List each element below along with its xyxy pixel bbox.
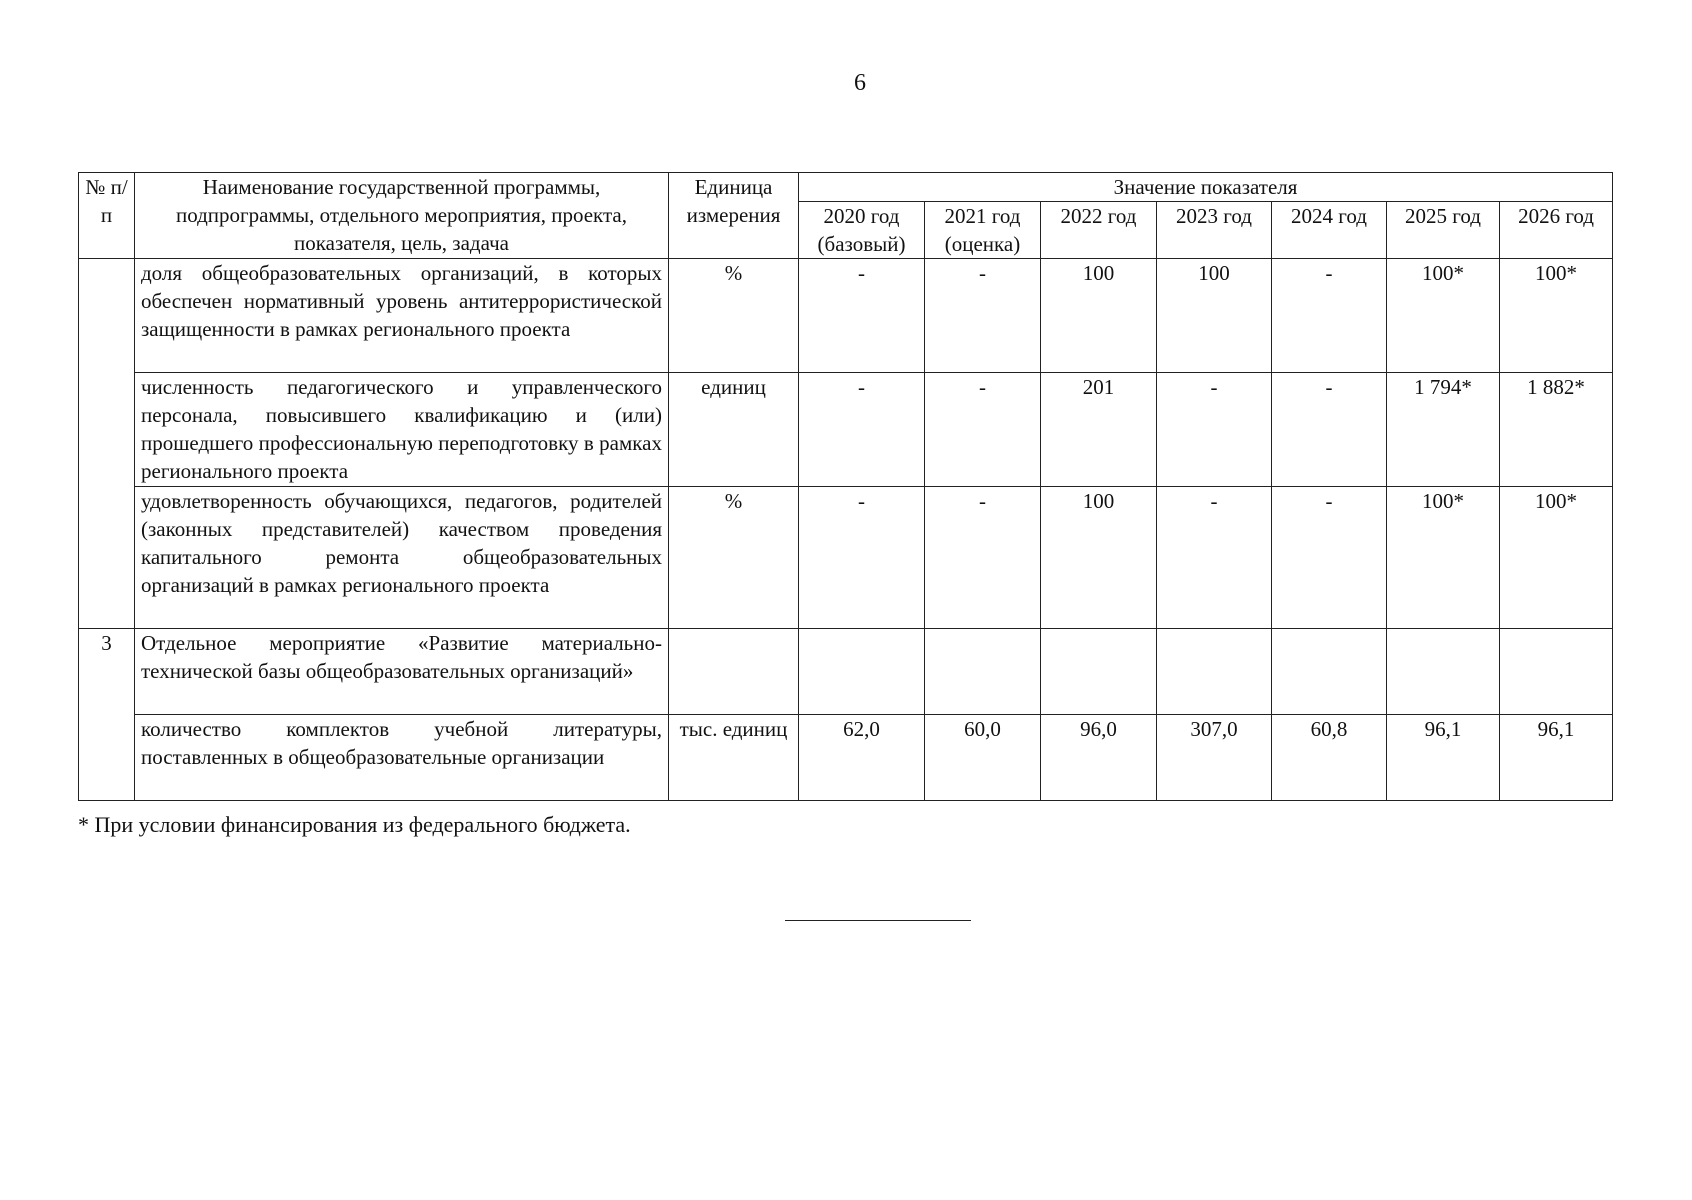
header-num: № п/п bbox=[79, 173, 135, 259]
row-value bbox=[1500, 629, 1613, 715]
header-unit: Единица измерения bbox=[669, 173, 799, 259]
row-value: 96,1 bbox=[1387, 715, 1500, 801]
row-value: - bbox=[1272, 259, 1387, 373]
row-unit: % bbox=[669, 487, 799, 629]
row-name: Отдельное мероприятие «Развитие материально-технической базы общеобразовательных организаций» bbox=[135, 629, 669, 715]
row-value: - bbox=[799, 373, 925, 487]
row-value bbox=[1041, 629, 1157, 715]
header-year: 2024 год bbox=[1272, 202, 1387, 259]
table-row bbox=[79, 373, 1613, 487]
header-year: 2022 год bbox=[1041, 202, 1157, 259]
row-value: 100* bbox=[1387, 487, 1500, 629]
row-value: 96,0 bbox=[1041, 715, 1157, 801]
row-value bbox=[1157, 629, 1272, 715]
header-name: Наименование государственной программы, подпрограммы, отдельного мероприятия, проекта, показателя, цель, задача bbox=[135, 173, 669, 259]
table-body bbox=[79, 259, 1613, 801]
row-value: 1 882* bbox=[1500, 373, 1613, 487]
row-value: 201 bbox=[1041, 373, 1157, 487]
row-value: - bbox=[1157, 373, 1272, 487]
row-unit: тыс. единиц bbox=[669, 715, 799, 801]
row-value: 60,8 bbox=[1272, 715, 1387, 801]
table-row bbox=[79, 715, 1613, 801]
header-year: 2021 год (оценка) bbox=[925, 202, 1041, 259]
row-value: - bbox=[1272, 487, 1387, 629]
row-value: - bbox=[925, 487, 1041, 629]
header-year: 2026 год bbox=[1500, 202, 1613, 259]
row-value: 96,1 bbox=[1500, 715, 1613, 801]
row-value: - bbox=[1157, 487, 1272, 629]
row-unit bbox=[669, 629, 799, 715]
indicators-table bbox=[78, 172, 1613, 801]
row-value: 100* bbox=[1387, 259, 1500, 373]
table-row bbox=[79, 259, 1613, 373]
row-value bbox=[799, 629, 925, 715]
page-number: 6 bbox=[854, 70, 866, 96]
row-unit: единиц bbox=[669, 373, 799, 487]
header-year: 2020 год (базовый) bbox=[799, 202, 925, 259]
row-value: 1 794* bbox=[1387, 373, 1500, 487]
row-num bbox=[79, 259, 135, 629]
table-header bbox=[79, 173, 1613, 259]
row-value bbox=[1272, 629, 1387, 715]
row-value: - bbox=[799, 259, 925, 373]
row-value: 60,0 bbox=[925, 715, 1041, 801]
row-value: - bbox=[925, 259, 1041, 373]
header-year: 2023 год bbox=[1157, 202, 1272, 259]
row-value: 100 bbox=[1157, 259, 1272, 373]
footnote: * При условии финансирования из федерального бюджета. bbox=[78, 812, 631, 837]
row-value: - bbox=[1272, 373, 1387, 487]
row-value: 307,0 bbox=[1157, 715, 1272, 801]
row-name: численность педагогического и управленческого персонала, повысившего квалификацию и (или) прошедшего профессиональную переподготовку в рамках регионального проекта bbox=[135, 373, 669, 487]
row-name: доля общеобразовательных организаций, в которых обеспечен нормативный уровень антитеррористической защищенности в рамках регионального проекта bbox=[135, 259, 669, 373]
table-row bbox=[79, 629, 1613, 715]
row-value: 62,0 bbox=[799, 715, 925, 801]
row-value: - bbox=[799, 487, 925, 629]
row-value bbox=[925, 629, 1041, 715]
header-value-group: Значение показателя bbox=[799, 173, 1613, 202]
row-num: 3 bbox=[79, 629, 135, 801]
separator-line bbox=[785, 920, 971, 921]
row-name: удовлетворенность обучающихся, педагогов, родителей (законных представителей) качеством проведения капитального ремонта общеобразовательных организаций в рамках регионального проекта bbox=[135, 487, 669, 629]
row-value: - bbox=[925, 373, 1041, 487]
header-year: 2025 год bbox=[1387, 202, 1500, 259]
row-value: 100 bbox=[1041, 487, 1157, 629]
row-value: 100* bbox=[1500, 487, 1613, 629]
row-value: 100 bbox=[1041, 259, 1157, 373]
row-value: 100* bbox=[1500, 259, 1613, 373]
row-value bbox=[1387, 629, 1500, 715]
row-unit: % bbox=[669, 259, 799, 373]
table-row bbox=[79, 487, 1613, 629]
row-name: количество комплектов учебной литературы, поставленных в общеобразовательные организации bbox=[135, 715, 669, 801]
